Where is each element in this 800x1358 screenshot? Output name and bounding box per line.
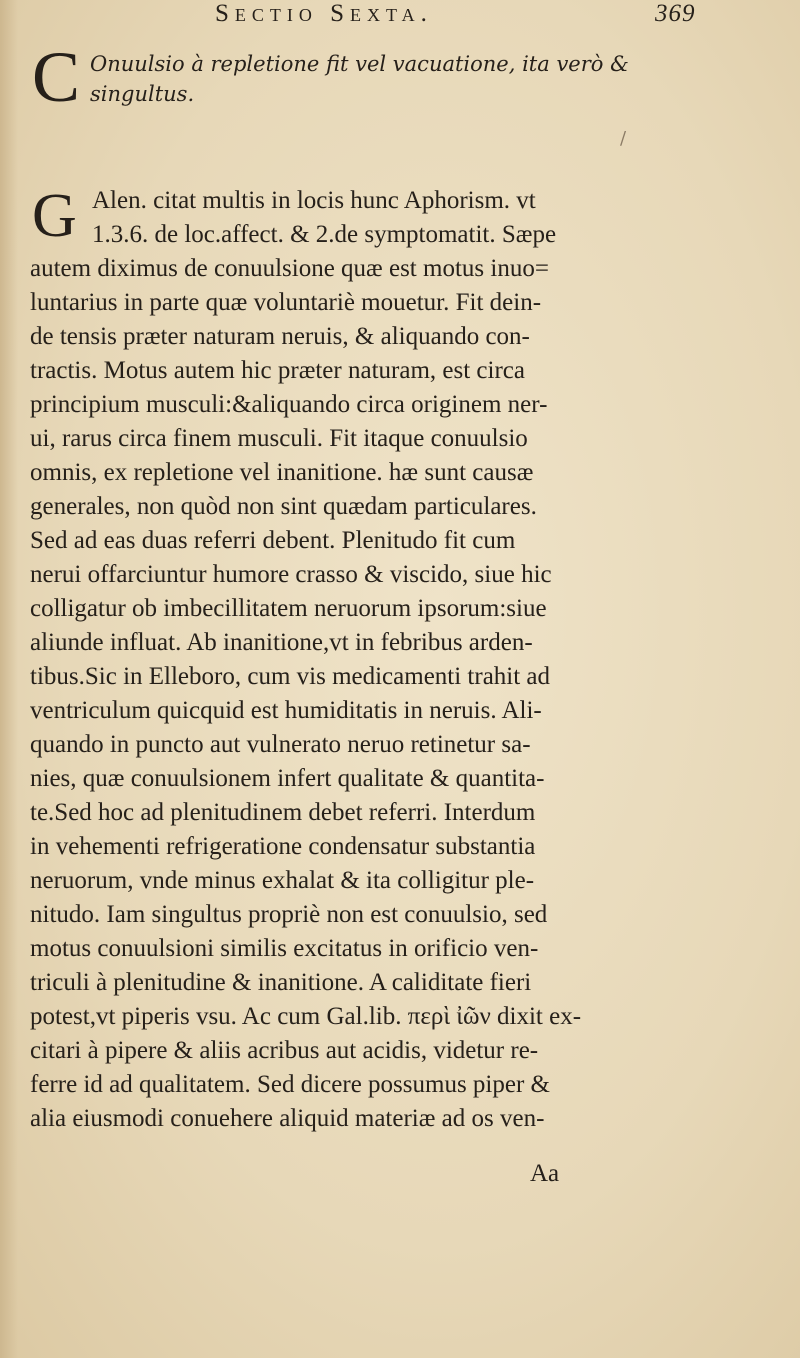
- text-line: principium musculi:&aliquando circa originem ner-: [30, 391, 548, 418]
- text-line: in vehementi refrigeratione condensatur substantia: [30, 833, 536, 860]
- text-line: generales, non quòd non sint quædam particulares.: [30, 493, 537, 520]
- text-line: de tensis præter naturam neruis, & aliquando con-: [30, 323, 530, 350]
- running-header: [215, 0, 695, 32]
- page-number: 369: [655, 0, 696, 27]
- summary-line: singultus.: [90, 82, 195, 106]
- text-line: omnis, ex repletione vel inanitione. hæ sunt causæ: [30, 459, 534, 486]
- text-line: colligatur ob imbecillitatem neruorum ipsorum:siue: [30, 595, 547, 622]
- text-line: nerui offarciuntur humore crasso & viscido, siue hic: [30, 561, 552, 588]
- text-line: alia eiusmodi conuehere aliquid materiæ ad os ven-: [30, 1105, 545, 1132]
- text-line: triculi à plenitudine & inanitione. A caliditate fieri: [30, 969, 532, 996]
- summary-drop-cap: C: [32, 37, 81, 117]
- text-line: ui, rarus circa finem musculi. Fit itaque conuulsio: [30, 425, 528, 452]
- text-line: quando in puncto aut vulnerato neruo retinetur sa-: [30, 731, 531, 758]
- page-gutter-shadow: [0, 0, 18, 1358]
- text-line: motus conuulsioni similis excitatus in orificio ven-: [30, 935, 539, 962]
- text-line: tibus.Sic in Elleboro, cum vis medicamenti trahit ad: [30, 663, 551, 690]
- text-line: potest,vt piperis vsu. Ac cum Gal.lib. περὶ ἰῶν dixit ex-: [30, 1003, 582, 1030]
- signature-mark: Aa: [530, 1160, 560, 1187]
- running-title: Sectio Sexta.: [215, 0, 433, 27]
- text-line: tractis. Motus autem hic præter naturam, est circa: [30, 357, 525, 384]
- text-line: ventriculum quicquid est humiditatis in neruis. Ali-: [30, 697, 542, 724]
- text-line: ferre id ad qualitatem. Sed dicere possumus piper &: [30, 1071, 550, 1098]
- text-line: nies, quæ conuulsionem infert qualitate & quantita-: [30, 765, 545, 792]
- stray-mark: /: [620, 128, 627, 149]
- text-line: neruorum, vnde minus exhalat & ita colligitur ple-: [30, 867, 535, 894]
- text-line: luntarius in parte quæ voluntariè mouetur. Fit dein-: [30, 289, 542, 316]
- body-drop-cap: G: [32, 182, 77, 250]
- text-line: 1.3.6. de loc.affect. & 2.de symptomatit. Sæpe: [92, 221, 557, 248]
- summary-line: Onuulsio à repletione fit vel vacuatione, ita verò &: [90, 52, 629, 76]
- text-line: autem diximus de conuulsione quæ est motus inuo=: [30, 255, 549, 282]
- text-line: Sed ad eas duas referri debent. Plenitudo fit cum: [30, 527, 516, 554]
- text-line: aliunde influat. Ab inanitione,vt in febribus arden-: [30, 629, 533, 656]
- text-line: Alen. citat multis in locis hunc Aphorism. vt: [92, 187, 536, 214]
- text-line: nitudo. Iam singultus propriè non est conuulsio, sed: [30, 901, 548, 928]
- text-line: te.Sed hoc ad plenitudinem debet referri. Interdum: [30, 799, 536, 826]
- text-line: citari à pipere & aliis acribus aut acidis, videtur re-: [30, 1037, 539, 1064]
